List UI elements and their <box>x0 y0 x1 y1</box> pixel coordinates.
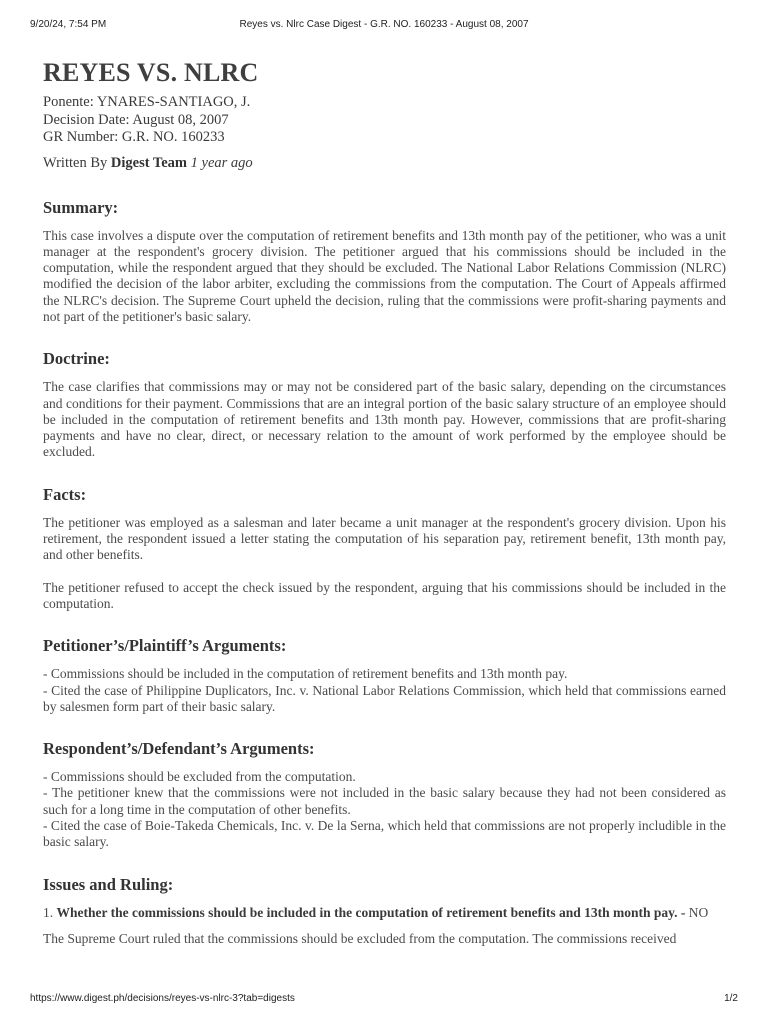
issues-section <box>43 875 726 948</box>
print-datetime: 9/20/24, 7:54 PM <box>30 19 107 30</box>
issue-question: Whether the commissions should be included in the computation of retirement benefits and 13th month pay. <box>56 904 678 920</box>
summary-heading: Summary: <box>43 197 119 217</box>
case-meta <box>43 94 726 147</box>
issue-dash: - <box>677 904 686 920</box>
print-footer <box>30 993 738 1007</box>
post-age: 1 year ago <box>190 154 253 171</box>
respondent-arguments-heading: Respondent’s/Defendant’s Arguments: <box>43 739 315 759</box>
ponente: Ponente: YNARES-SANTIAGO, J. <box>43 94 251 110</box>
decision-date: Decision Date: August 08, 2007 <box>43 111 229 128</box>
list-item: - Commissions should be excluded from the computation. <box>43 769 356 785</box>
print-header <box>30 19 738 33</box>
petitioner-arguments-list <box>43 666 726 715</box>
facts-paragraph: The petitioner refused to accept the check issued by the respondent, arguing that his commissions should be included in the computation. <box>43 579 726 611</box>
respondent-arguments-list <box>43 769 726 850</box>
gr-number: GR Number: G.R. NO. 160233 <box>43 129 225 145</box>
author-link[interactable]: Digest Team <box>110 154 188 171</box>
doctrine-text: The case clarifies that commissions may or may not be considered part of the basic salary, depending on the circumstances and conditions for their payment. Commissions that are an integral portion of the basic salary structure of an employee should be included in the computation of retirement benefits and 13th month pay. However, commissions that are profit-sharing payments and have no clear, direct, or necessary relation to the amount of work performed by the employee should be excluded. <box>43 379 726 460</box>
page-number: 1/2 <box>724 993 738 1004</box>
written-by-label: Written By <box>43 154 108 171</box>
petitioner-arguments-heading: Petitioner’s/Plaintiff’s Arguments: <box>43 636 287 656</box>
list-item: - The petitioner knew that the commissions were not included in the basic salary because they had not been considered as such for a long time in the computation of other benefits. <box>43 785 726 817</box>
issue-answer: NO <box>688 904 709 920</box>
list-item: - Cited the case of Philippine Duplicators, Inc. v. National Labor Relations Commission, which held that commissions earned by salesmen form part of their basic salary. <box>43 682 726 714</box>
case-digest <box>43 57 726 947</box>
ruling-text: The Supreme Court ruled that the commissions should be excluded from the computation. The commissions received <box>43 930 677 946</box>
facts-heading: Facts: <box>43 484 87 504</box>
facts-section <box>43 485 726 612</box>
page-url: https://www.digest.ph/decisions/reyes-vs-nlrc-3?tab=digests <box>30 993 295 1004</box>
list-item: - Cited the case of Boie-Takeda Chemicals, Inc. v. De la Serna, which held that commissions are not properly includible in the basic salary. <box>43 818 726 850</box>
facts-paragraph: The petitioner was employed as a salesman and later became a unit manager at the respondent's grocery division. Upon his retirement, the respondent issued a letter stating the computation of his separation pay, retirement benefit, 13th month pay, and other benefits. <box>43 514 726 563</box>
issues-heading: Issues and Ruling: <box>43 874 174 894</box>
doctrine-heading: Doctrine: <box>43 349 110 369</box>
byline <box>43 154 726 172</box>
case-title: REYES VS. NLRC <box>43 58 259 87</box>
respondent-arguments-section <box>43 739 726 850</box>
doctrine-section <box>43 349 726 460</box>
petitioner-arguments-section <box>43 636 726 715</box>
issue-number: 1. <box>43 904 54 920</box>
summary-text: This case involves a dispute over the computation of retirement benefits and 13th month pay of the petitioner, who was a unit manager at the respondent's grocery division. The petitioner argued that his commissions should be included in the computation, while the respondent argued that they should be excluded. The National Labor Relations Commission (NLRC) modified the decision of the labor arbiter, excluding the commissions from the computation. The Court of Appeals affirmed the NLRC's decision. The Supreme Court upheld the decision, ruling that the commissions were profit-sharing payments and not part of the petitioner's basic salary. <box>43 227 726 324</box>
issue-item <box>43 905 726 921</box>
print-document-title: Reyes vs. Nlrc Case Digest - G.R. NO. 160233 - August 08, 2007 <box>239 19 529 30</box>
list-item: - Commissions should be included in the computation of retirement benefits and 13th month pay. <box>43 666 568 682</box>
summary-section <box>43 198 726 326</box>
